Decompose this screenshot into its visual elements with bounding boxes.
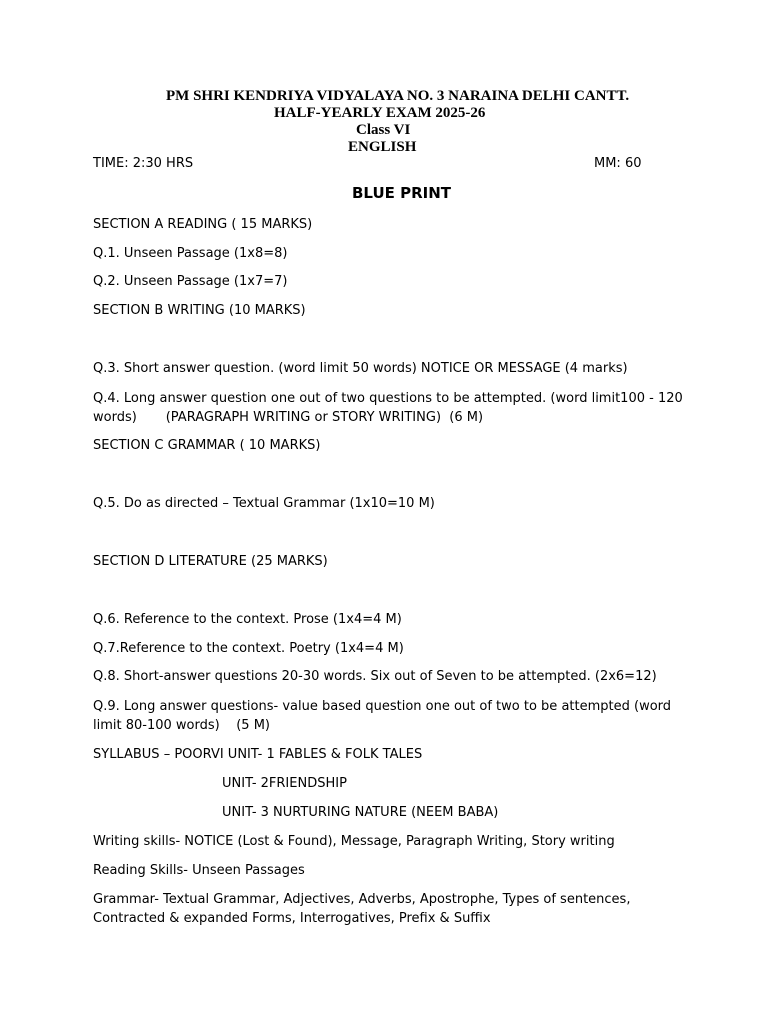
question-3: Q.3. Short answer question. (word limit 50 words) NOTICE OR MESSAGE (4 marks) — [93, 361, 628, 376]
section-b-heading: SECTION B WRITING (10 MARKS) — [93, 303, 306, 318]
time-label: TIME: 2:30 HRS — [93, 156, 194, 171]
subject-label: ENGLISH — [348, 139, 417, 155]
syllabus-unit-2: UNIT- 2FRIENDSHIP — [222, 776, 347, 791]
school-name: PM SHRI KENDRIYA VIDYALAYA NO. 3 NARAINA DELHI CANTT. — [166, 88, 630, 104]
grammar-topics-line-1: Grammar- Textual Grammar, Adjectives, Adverbs, Apostrophe, Types of sentences, — [93, 892, 631, 907]
question-1: Q.1. Unseen Passage (1x8=8) — [93, 246, 288, 261]
question-6: Q.6. Reference to the context. Prose (1x4=4 M) — [93, 612, 402, 627]
section-a-heading: SECTION A READING ( 15 MARKS) — [93, 217, 313, 232]
class-label: Class VI — [356, 122, 411, 138]
max-marks-label: MM: 60 — [594, 156, 642, 171]
writing-skills: Writing skills- NOTICE (Lost & Found), Message, Paragraph Writing, Story writing — [93, 834, 615, 849]
section-d-heading: SECTION D LITERATURE (25 MARKS) — [93, 554, 328, 569]
question-4-line-1: Q.4. Long answer question one out of two questions to be attempted. (word limit100 - 120 — [93, 391, 683, 406]
question-5: Q.5. Do as directed – Textual Grammar (1x10=10 M) — [93, 496, 435, 511]
grammar-topics-line-2: Contracted & expanded Forms, Interrogatives, Prefix & Suffix — [93, 911, 491, 926]
exam-title: HALF-YEARLY EXAM 2025-26 — [274, 105, 486, 121]
blue-print-title: BLUE PRINT — [352, 184, 452, 202]
question-9-line-1: Q.9. Long answer questions- value based question one out of two to be attempted (word — [93, 699, 672, 714]
reading-skills: Reading Skills- Unseen Passages — [93, 863, 305, 878]
question-7: Q.7.Reference to the context. Poetry (1x4=4 M) — [93, 641, 404, 656]
question-8: Q.8. Short-answer questions 20-30 words. Six out of Seven to be attempted. (2x6=12) — [93, 669, 657, 684]
syllabus-unit-3: UNIT- 3 NURTURING NATURE (NEEM BABA) — [222, 805, 499, 820]
question-4-line-2: words) (PARAGRAPH WRITING or STORY WRITING) (6 M) — [93, 410, 484, 425]
question-2: Q.2. Unseen Passage (1x7=7) — [93, 274, 288, 289]
question-9-line-2: limit 80-100 words) (5 M) — [93, 718, 270, 733]
syllabus-unit-1: SYLLABUS – POORVI UNIT- 1 FABLES & FOLK TALES — [93, 747, 423, 762]
section-c-heading: SECTION C GRAMMAR ( 10 MARKS) — [93, 438, 321, 453]
